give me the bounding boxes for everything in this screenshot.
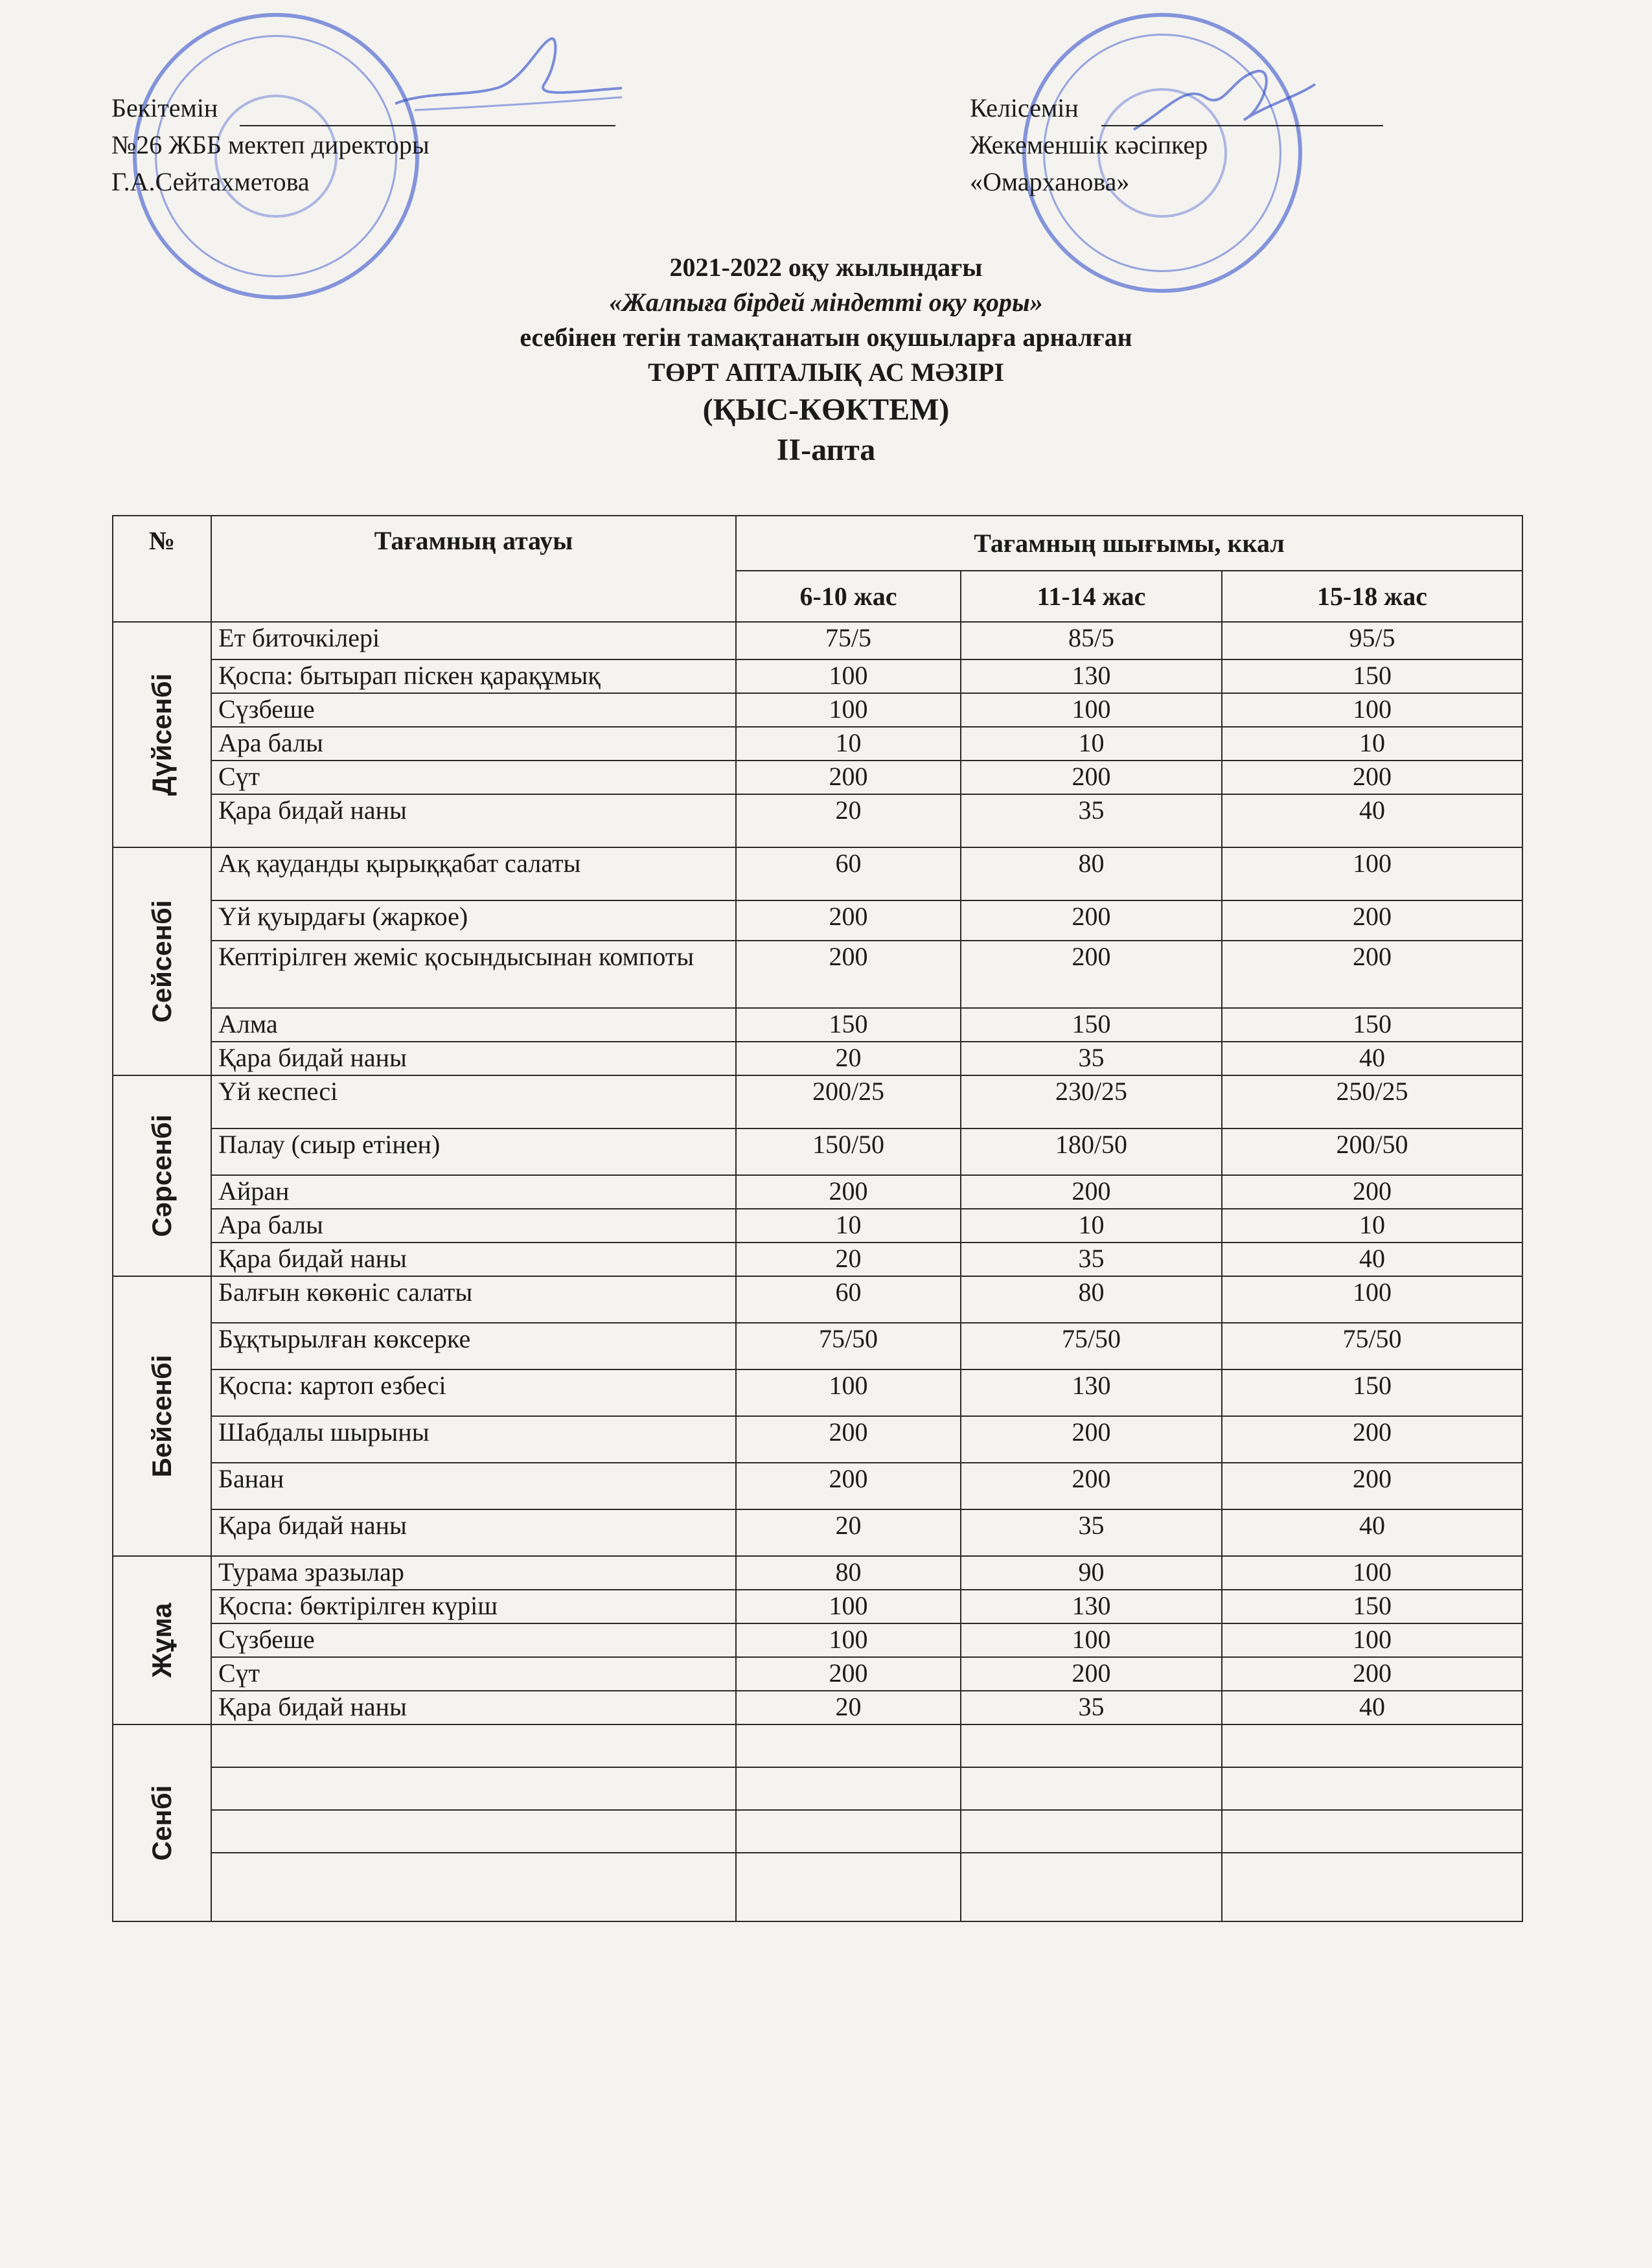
yield-11-14 [961, 1810, 1222, 1853]
title-season: (ҚЫС-КӨКТЕМ) [702, 393, 950, 427]
day-cell [113, 1556, 211, 1724]
day-cell [113, 847, 211, 1075]
dish-name: Қоспа: бөктірілген күріш [211, 1590, 736, 1623]
yield-6-10: 200 [736, 1175, 961, 1209]
table-row [113, 941, 1522, 1008]
table-row [113, 1008, 1522, 1042]
yield-6-10: 20 [736, 1243, 961, 1276]
dish-name [211, 1853, 736, 1921]
header-yield: Тағамның шығымы, ккал [736, 516, 1522, 571]
yield-15-18: 200 [1222, 941, 1522, 1008]
table-row [113, 622, 1522, 659]
table-row [113, 1416, 1522, 1463]
yield-6-10: 200 [736, 1657, 961, 1691]
table-row [113, 1175, 1522, 1209]
yield-6-10: 80 [736, 1556, 961, 1590]
yield-11-14: 100 [961, 1623, 1222, 1657]
yield-15-18: 40 [1222, 1243, 1522, 1276]
title-year: 2021-2022 оқу жылындағы [669, 253, 983, 282]
yield-15-18 [1222, 1724, 1522, 1767]
yield-6-10: 60 [736, 1276, 961, 1323]
yield-6-10: 200 [736, 900, 961, 941]
yield-11-14: 100 [961, 693, 1222, 727]
table-row [113, 727, 1522, 761]
yield-15-18: 100 [1222, 1623, 1522, 1657]
yield-15-18: 100 [1222, 1276, 1522, 1323]
yield-15-18: 150 [1222, 659, 1522, 693]
approve-position: №26 ЖББ мектеп директоры [111, 130, 430, 159]
header-dish-name: Тағамның атауы [211, 516, 736, 622]
yield-15-18: 200 [1222, 1416, 1522, 1463]
yield-11-14: 200 [961, 941, 1222, 1008]
dish-name: Қара бидай наны [211, 1042, 736, 1075]
menu-body [113, 622, 1522, 1921]
day-label: Бейсенбі [146, 1355, 177, 1478]
table-row [113, 1590, 1522, 1623]
yield-11-14 [961, 1767, 1222, 1810]
yield-6-10: 100 [736, 1369, 961, 1416]
day-label: Жұма [146, 1603, 177, 1678]
yield-15-18: 250/25 [1222, 1075, 1522, 1128]
yield-15-18: 75/50 [1222, 1323, 1522, 1369]
yield-15-18: 40 [1222, 1691, 1522, 1724]
dish-name: Қара бидай наны [211, 1509, 736, 1556]
dish-name: Қара бидай наны [211, 794, 736, 847]
yield-11-14: 200 [961, 1657, 1222, 1691]
yield-15-18: 100 [1222, 693, 1522, 727]
table-row [113, 1276, 1522, 1323]
yield-11-14: 200 [961, 761, 1222, 794]
agree-label: Келісемін [970, 93, 1079, 122]
yield-11-14: 35 [961, 1691, 1222, 1724]
header-row [113, 516, 1522, 571]
yield-15-18 [1222, 1853, 1522, 1921]
yield-6-10: 200 [736, 1416, 961, 1463]
yield-15-18 [1222, 1810, 1522, 1853]
dish-name: Бұқтырылған көксерке [211, 1323, 736, 1369]
approve-person: Г.А.Сейтахметова [111, 167, 310, 196]
approve-signature-line [240, 125, 615, 126]
yield-6-10: 75/50 [736, 1323, 961, 1369]
yield-11-14: 180/50 [961, 1128, 1222, 1175]
yield-15-18: 200 [1222, 1657, 1522, 1691]
dish-name: Алма [211, 1008, 736, 1042]
dish-name: Қара бидай наны [211, 1691, 736, 1724]
table-row [113, 1509, 1522, 1556]
day-cell [113, 1724, 211, 1921]
table-row [113, 1724, 1522, 1767]
yield-6-10: 10 [736, 727, 961, 761]
table-row [113, 1810, 1522, 1853]
yield-15-18: 10 [1222, 1209, 1522, 1243]
yield-15-18: 40 [1222, 1509, 1522, 1556]
yield-15-18: 200 [1222, 761, 1522, 794]
yield-6-10 [736, 1767, 961, 1810]
day-label: Сәрсенбі [146, 1114, 177, 1237]
table-row [113, 659, 1522, 693]
agreement-block [970, 89, 1208, 200]
table-row [113, 794, 1522, 847]
yield-6-10: 100 [736, 1590, 961, 1623]
dish-name: Қара бидай наны [211, 1243, 736, 1276]
table-row [113, 900, 1522, 941]
table-row [113, 1369, 1522, 1416]
table-row [113, 1209, 1522, 1243]
yield-11-14: 35 [961, 1509, 1222, 1556]
dish-name: Кептірілген жеміс қосындысынан компоты [211, 941, 736, 1008]
dish-name: Үй кеспесі [211, 1075, 736, 1128]
day-label: Сейсенбі [146, 900, 177, 1023]
table-row [113, 1128, 1522, 1175]
header-number: № [113, 516, 211, 622]
yield-11-14: 150 [961, 1008, 1222, 1042]
table-row [113, 1623, 1522, 1657]
title-fund: «Жалпыға бірдей міндетті оқу қоры» [609, 288, 1043, 317]
day-cell [113, 1075, 211, 1276]
title-menu: ТӨРТ АПТАЛЫҚ АС МӘЗІРІ [648, 358, 1004, 387]
yield-11-14: 130 [961, 659, 1222, 693]
yield-11-14 [961, 1853, 1222, 1921]
agree-signature-line [1101, 125, 1383, 126]
yield-6-10: 60 [736, 847, 961, 900]
yield-11-14: 200 [961, 1463, 1222, 1509]
table-row [113, 1657, 1522, 1691]
yield-11-14: 80 [961, 847, 1222, 900]
dish-name: Қоспа: бытырап піскен қарақұмық [211, 659, 736, 693]
dish-name [211, 1767, 736, 1810]
yield-15-18: 200/50 [1222, 1128, 1522, 1175]
yield-15-18: 200 [1222, 900, 1522, 941]
dish-name: Шабдалы шырыны [211, 1416, 736, 1463]
dish-name: Ет биточкілері [211, 622, 736, 659]
menu-table [112, 515, 1523, 1922]
yield-11-14: 200 [961, 1175, 1222, 1209]
dish-name: Сүт [211, 1657, 736, 1691]
yield-11-14: 35 [961, 1042, 1222, 1075]
yield-15-18 [1222, 1767, 1522, 1810]
dish-name [211, 1724, 736, 1767]
day-cell [113, 622, 211, 847]
yield-6-10: 20 [736, 794, 961, 847]
agree-person: «Омарханова» [970, 167, 1130, 196]
dish-name: Банан [211, 1463, 736, 1509]
approval-block [111, 89, 430, 200]
yield-6-10: 75/5 [736, 622, 961, 659]
table-row [113, 1767, 1522, 1810]
yield-11-14: 90 [961, 1556, 1222, 1590]
yield-15-18: 200 [1222, 1463, 1522, 1509]
yield-6-10 [736, 1724, 961, 1767]
table-row [113, 1243, 1522, 1276]
yield-11-14: 75/50 [961, 1323, 1222, 1369]
yield-6-10: 20 [736, 1042, 961, 1075]
yield-11-14: 35 [961, 794, 1222, 847]
yield-6-10 [736, 1810, 961, 1853]
yield-6-10: 200 [736, 1463, 961, 1509]
dish-name: Сүт [211, 761, 736, 794]
dish-name: Балғын көкөніс салаты [211, 1276, 736, 1323]
table-row [113, 1853, 1522, 1921]
title-target: есебінен тегін тамақтанатын оқушыларға арналған [520, 323, 1132, 352]
title-week: ІІ-апта [776, 433, 876, 467]
yield-6-10: 20 [736, 1509, 961, 1556]
yield-15-18: 200 [1222, 1175, 1522, 1209]
yield-6-10: 200/25 [736, 1075, 961, 1128]
yield-11-14: 85/5 [961, 622, 1222, 659]
table-row [113, 1075, 1522, 1128]
header-age-15-18: 15-18 жас [1222, 571, 1522, 622]
table-row [113, 1463, 1522, 1509]
dish-name: Ара балы [211, 1209, 736, 1243]
yield-6-10: 20 [736, 1691, 961, 1724]
yield-6-10 [736, 1853, 961, 1921]
yield-11-14: 200 [961, 1416, 1222, 1463]
yield-11-14: 130 [961, 1590, 1222, 1623]
dish-name: Палау (сиыр етінен) [211, 1128, 736, 1175]
dish-name: Үй қуырдағы (жаркое) [211, 900, 736, 941]
yield-15-18: 100 [1222, 1556, 1522, 1590]
yield-15-18: 150 [1222, 1369, 1522, 1416]
yield-11-14: 130 [961, 1369, 1222, 1416]
yield-6-10: 100 [736, 1623, 961, 1657]
header-age-6-10: 6-10 жас [736, 571, 961, 622]
day-cell [113, 1276, 211, 1556]
dish-name: Ара балы [211, 727, 736, 761]
yield-15-18: 40 [1222, 794, 1522, 847]
table-row [113, 847, 1522, 900]
yield-11-14: 80 [961, 1276, 1222, 1323]
dish-name: Айран [211, 1175, 736, 1209]
yield-6-10: 200 [736, 761, 961, 794]
yield-6-10: 150 [736, 1008, 961, 1042]
yield-15-18: 95/5 [1222, 622, 1522, 659]
table-row [113, 1323, 1522, 1369]
yield-11-14: 200 [961, 900, 1222, 941]
yield-11-14: 10 [961, 1209, 1222, 1243]
day-label: Сенбі [146, 1785, 177, 1861]
yield-11-14: 35 [961, 1243, 1222, 1276]
table-row [113, 1042, 1522, 1075]
yield-15-18: 100 [1222, 847, 1522, 900]
dish-name: Сүзбеше [211, 1623, 736, 1657]
header-age-11-14: 11-14 жас [961, 571, 1222, 622]
yield-11-14: 10 [961, 727, 1222, 761]
yield-6-10: 200 [736, 941, 961, 1008]
table-row [113, 1691, 1522, 1724]
yield-15-18: 150 [1222, 1590, 1522, 1623]
document-title [0, 250, 1652, 470]
dish-name: Турама зразылар [211, 1556, 736, 1590]
dish-name: Қоспа: картоп езбесі [211, 1369, 736, 1416]
dish-name [211, 1810, 736, 1853]
yield-6-10: 10 [736, 1209, 961, 1243]
yield-11-14: 230/25 [961, 1075, 1222, 1128]
yield-15-18: 150 [1222, 1008, 1522, 1042]
yield-6-10: 150/50 [736, 1128, 961, 1175]
yield-15-18: 10 [1222, 727, 1522, 761]
yield-6-10: 100 [736, 659, 961, 693]
dish-name: Сүзбеше [211, 693, 736, 727]
dish-name: Ақ қауданды қырыққабат салаты [211, 847, 736, 900]
yield-11-14 [961, 1724, 1222, 1767]
table-row [113, 1556, 1522, 1590]
approve-label: Бекітемін [111, 93, 218, 122]
yield-15-18: 40 [1222, 1042, 1522, 1075]
yield-6-10: 100 [736, 693, 961, 727]
agree-position: Жекеменшік кәсіпкер [970, 130, 1208, 159]
day-label: Дүйсенбі [146, 673, 177, 796]
table-row [113, 693, 1522, 727]
table-row [113, 761, 1522, 794]
